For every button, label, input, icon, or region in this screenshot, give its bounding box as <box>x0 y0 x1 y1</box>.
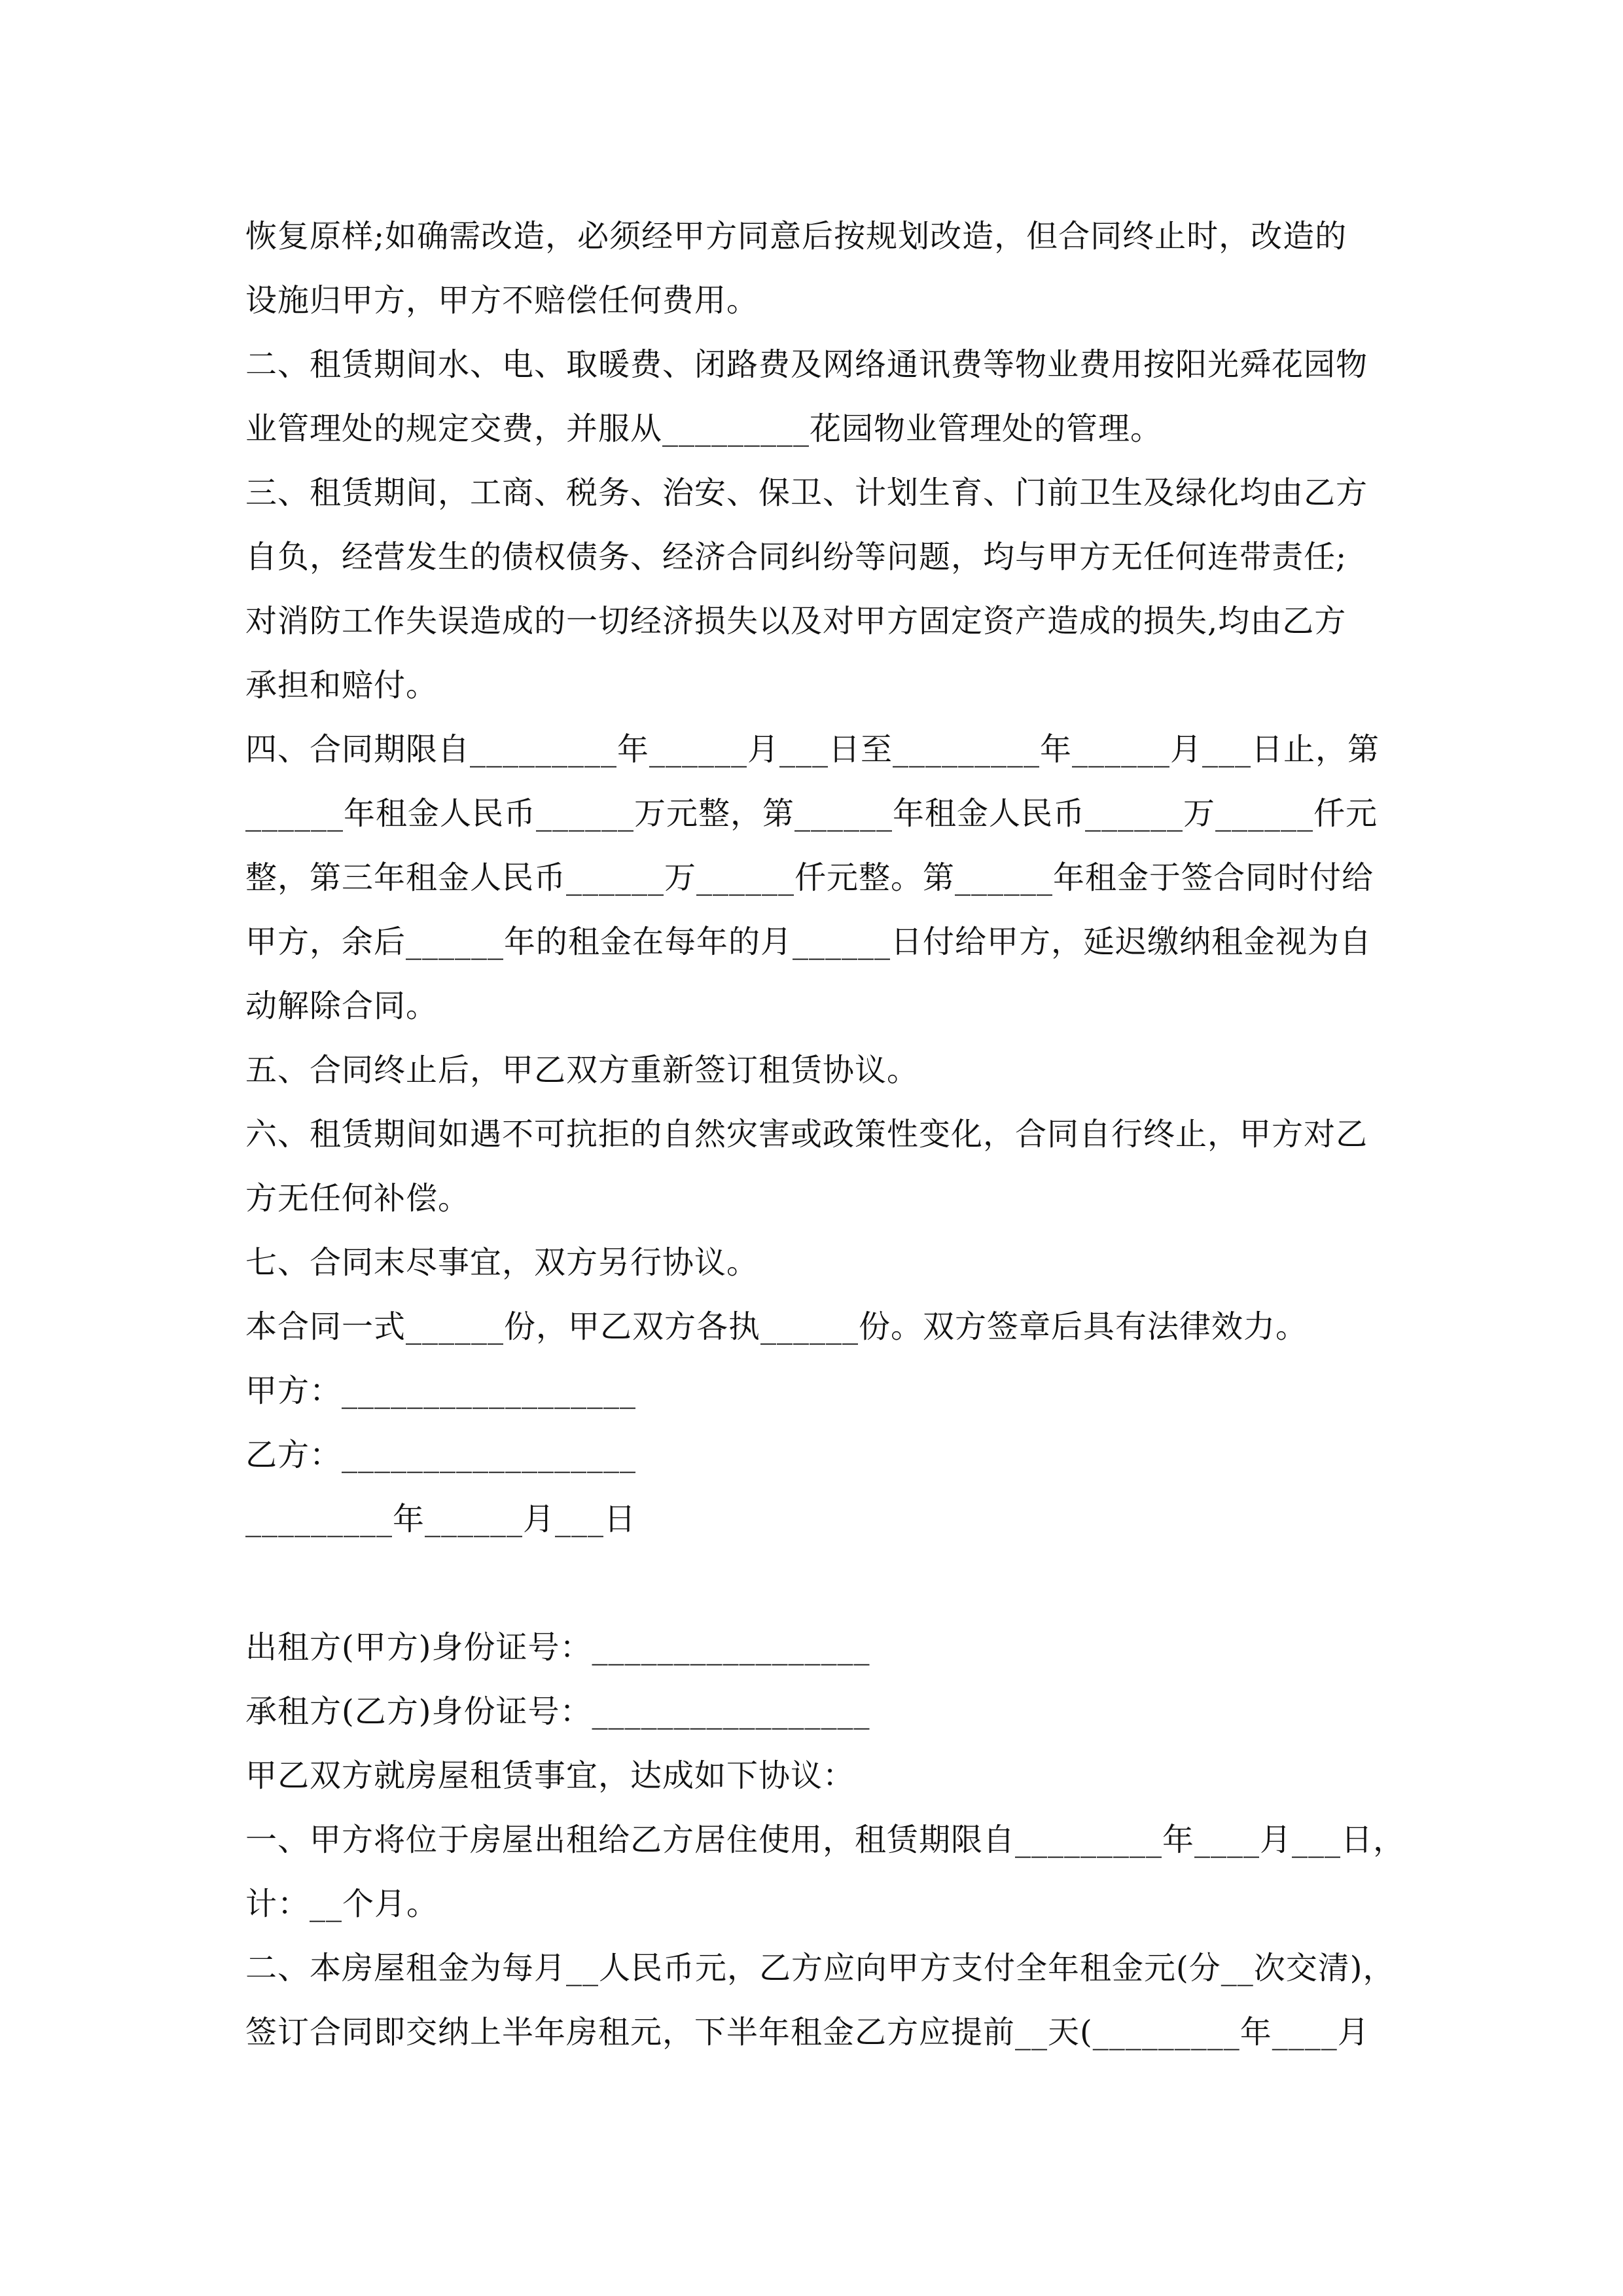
text-line: 整，第三年租金人民币______万______仟元整。第______年租金于签合同时付给 <box>245 859 1374 896</box>
blank-line <box>245 1551 1397 1615</box>
text-line: 对消防工作失误造成的一切经济损失以及对甲方固定资产造成的损失,均由乙方 <box>245 603 1347 639</box>
clause-7-line: 七、合同末尽事宜，双方另行协议。 <box>245 1244 759 1281</box>
text-line: 签订合同即交纳上半年房租元，下半年租金乙方应提前__天(_________年____月 <box>245 2014 1370 2051</box>
clause-1-line: 一、甲方将位于房屋出租给乙方居住使用，租赁期限自_________年____月___日， <box>245 1821 1406 1858</box>
clause-6-line: 六、租赁期间如遇不可抗拒的自然灾害或政策性变化，合同自行终止，甲方对乙 <box>245 1116 1368 1153</box>
clause-3-line: 三、租赁期间，工商、税务、治安、保卫、计划生育、门前卫生及绿化均由乙方 <box>245 475 1368 511</box>
text-line: 自负，经营发生的债权债务、经济合同纠纷等问题，均与甲方无任何连带责任; <box>245 539 1347 575</box>
clause-2b-line: 二、本房屋租金为每月__人民币元，乙方应向甲方支付全年租金元(分__次交清)， <box>245 1950 1395 1986</box>
text-line: 方无任何补偿。 <box>245 1180 471 1217</box>
clause-5-line: 五、合同终止后，甲乙双方重新签订租赁协议。 <box>245 1052 919 1088</box>
party-b-signature-line: 乙方：__________________ <box>245 1437 637 1473</box>
lessor-id-line: 出租方(甲方)身份证号：_________________ <box>245 1629 870 1666</box>
text-line: 甲方，余后______年的租金在每年的月______日付给甲方，延迟缴纳租金视为自 <box>245 924 1372 960</box>
clause-2-line: 二、租赁期间水、电、取暖费、闭路费及网络通讯费等物业费用按阳光舜花园物 <box>245 346 1368 383</box>
text-line: 恢复原样;如确需改造，必须经甲方同意后按规划改造，但合同终止时，改造的 <box>245 218 1347 255</box>
text-line: 动解除合同。 <box>245 988 438 1024</box>
date-line: _________年______月___日 <box>245 1501 637 1537</box>
clause-4-line: 四、合同期限自_________年______月___日至_________年______月___日止，第 <box>245 731 1380 768</box>
text-line: 业管理处的规定交费，并服从_________花园物业管理处的管理。 <box>245 410 1163 447</box>
copies-line: 本合同一式______份，甲乙双方各执______份。双方签章后具有法律效力。 <box>245 1308 1308 1345</box>
agreement-intro-line: 甲乙双方就房屋租赁事宜，达成如下协议： <box>245 1757 855 1794</box>
lessee-id-line: 承租方(乙方)身份证号：_________________ <box>245 1693 870 1730</box>
text-line: 承担和赔付。 <box>245 667 438 704</box>
text-line: 设施归甲方，甲方不赔偿任何费用。 <box>245 282 759 319</box>
text-line: 计：__个月。 <box>245 1886 439 1922</box>
contract-text <box>245 204 1406 2064</box>
text-line: ______年租金人民币______万元整，第______年租金人民币______万______仟元 <box>245 795 1378 832</box>
party-a-signature-line: 甲方：__________________ <box>245 1372 637 1409</box>
